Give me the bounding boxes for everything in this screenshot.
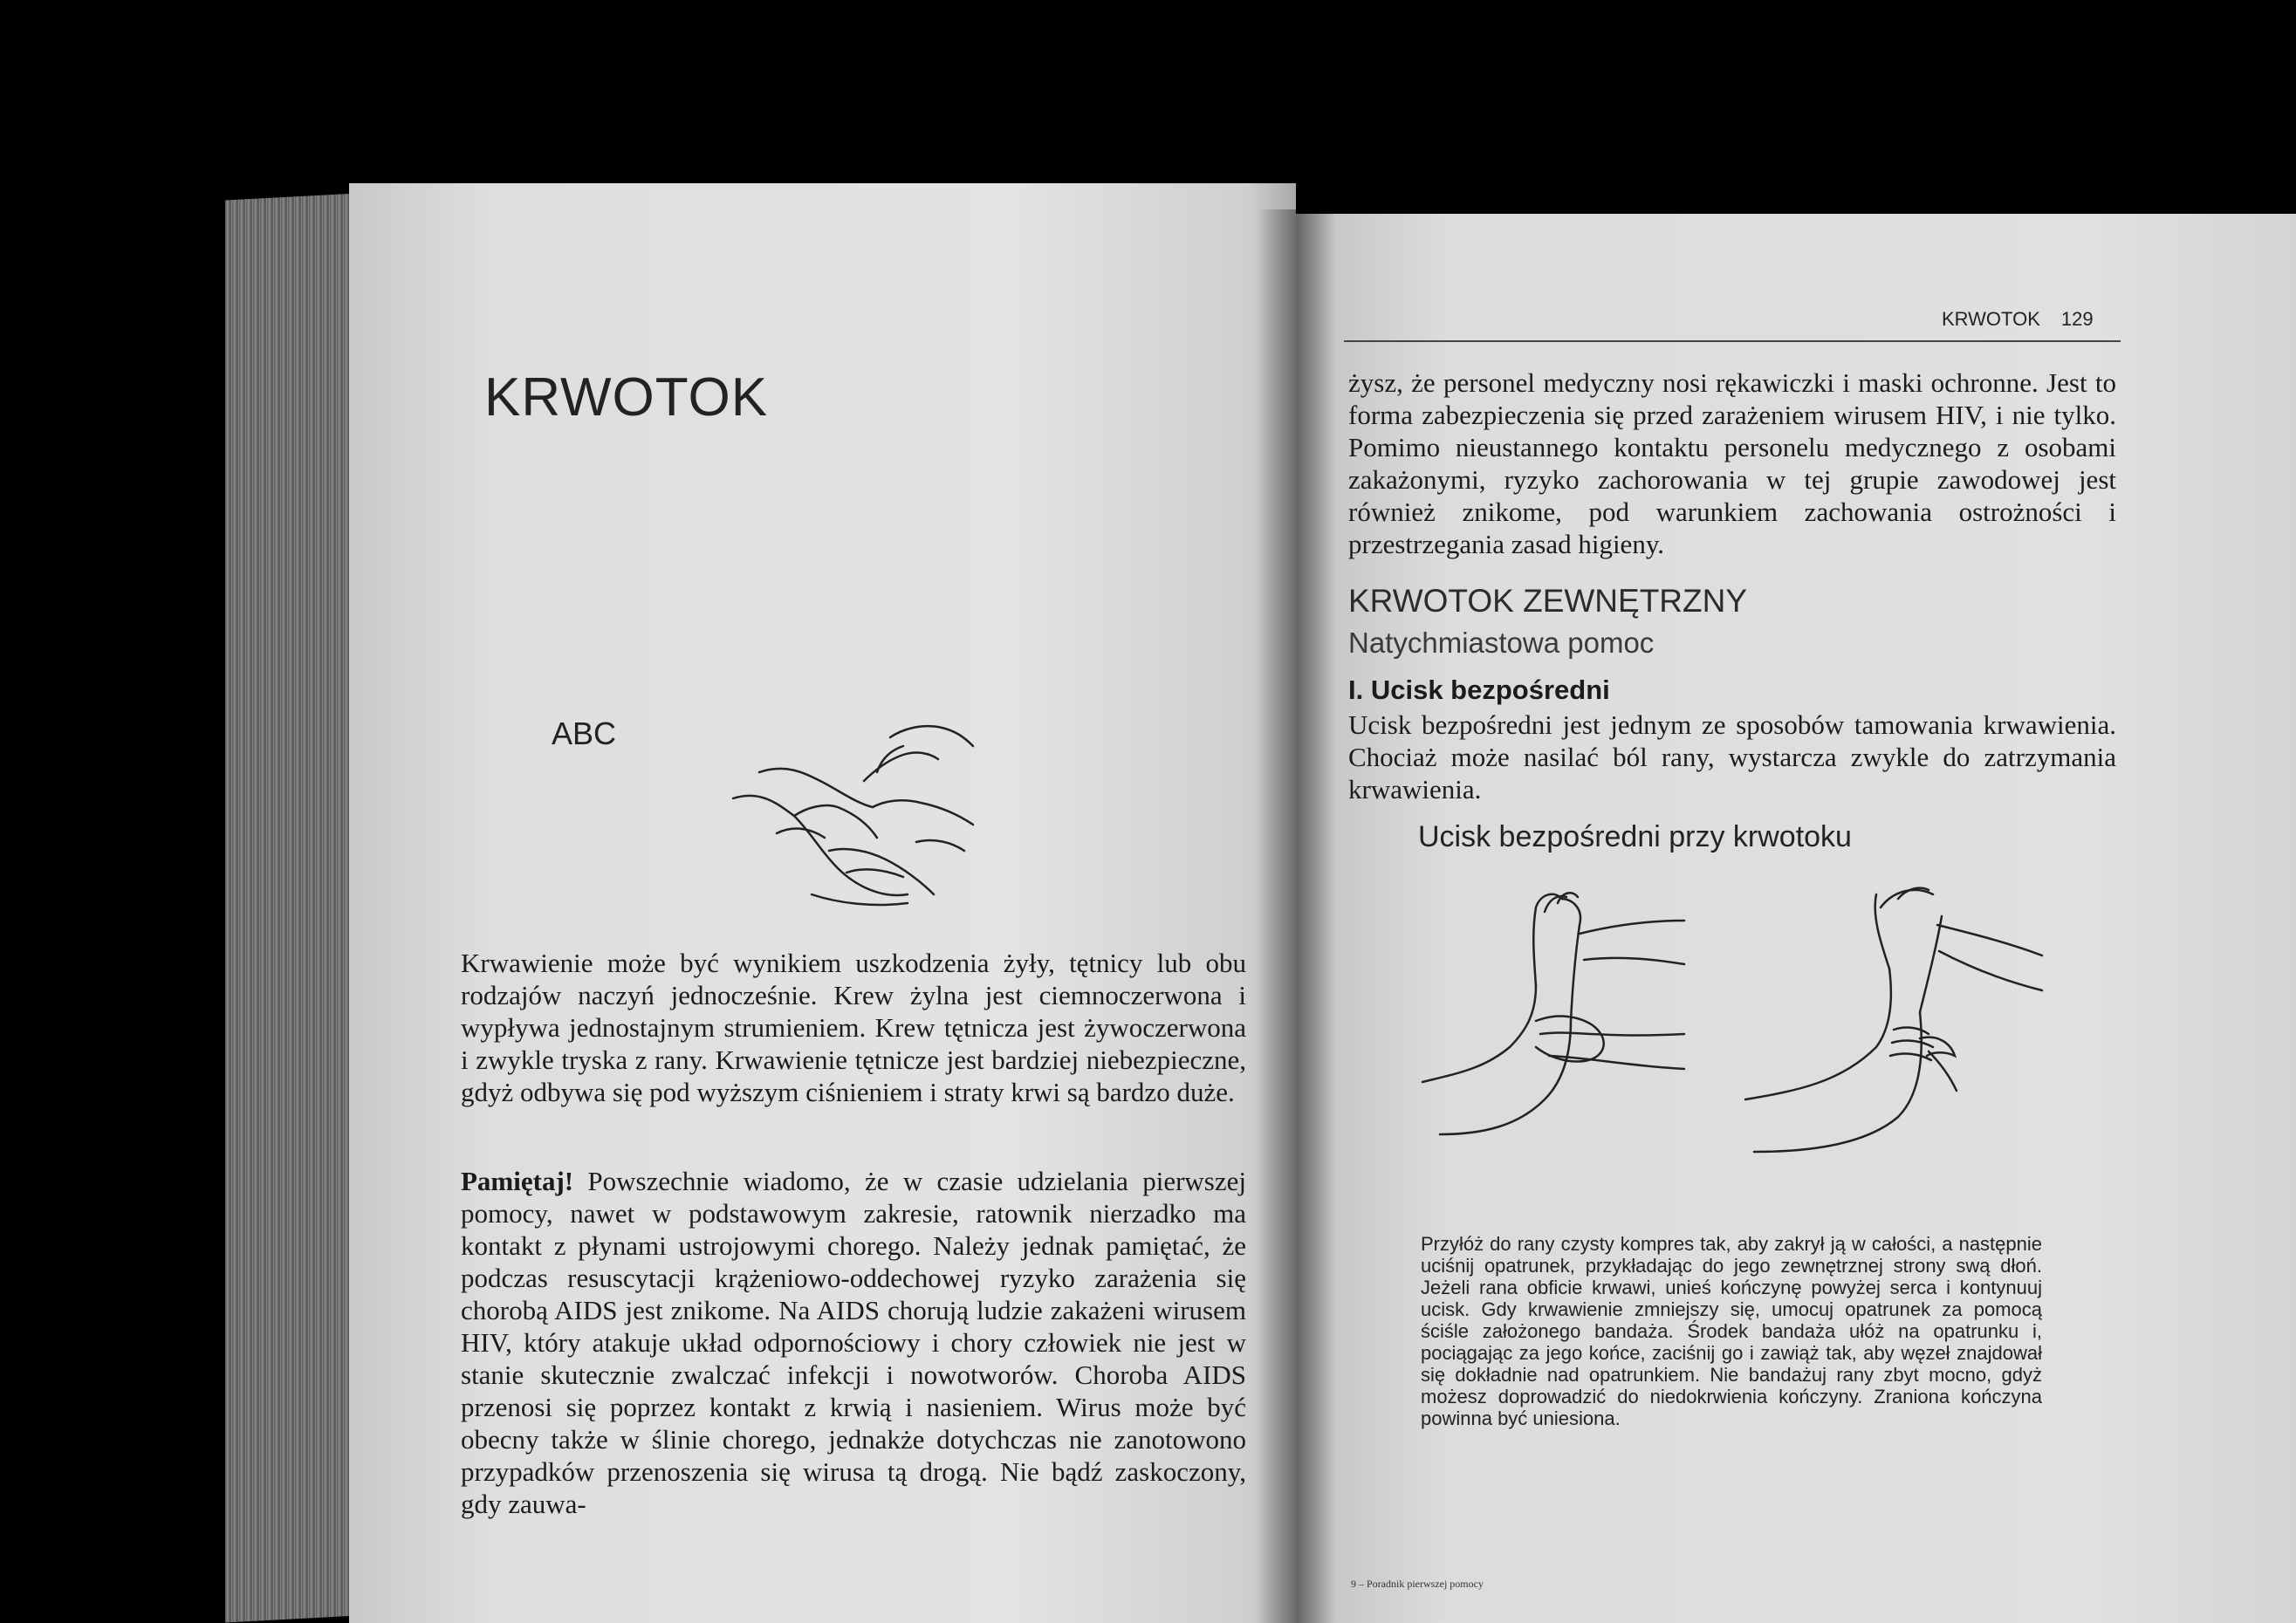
page-number: 129 bbox=[2060, 308, 2094, 330]
abc-label: ABC bbox=[552, 716, 617, 751]
running-head bbox=[1942, 308, 2094, 331]
subsection-title: Natychmiastowa pomoc bbox=[1348, 627, 1655, 659]
step-title: I. Ucisk bezpośredni bbox=[1348, 675, 1610, 705]
section-title: KRWOTOK ZEWNĘTRZNY bbox=[1348, 583, 1748, 619]
running-head-title: KRWOTOK bbox=[1942, 308, 2040, 330]
book-gutter-shadow bbox=[1257, 209, 1335, 1623]
header-rule bbox=[1344, 340, 2121, 342]
airway-illustration bbox=[724, 720, 977, 912]
continued-paragraph: żysz, że personel medyczny nosi rękawiczki i maski ochronne. Jest to forma zabezpieczenia się przed zarażeniem wirusem HIV, i nie tylko. Pomimo nieustannego kontaktu personelu medycznego z osobami zakażonymi, ryzyko zachorowania w tej grupie zawodowej jest również znikome, pod warunkiem zachowania ostrożności i przestrzegania zasad higieny. bbox=[1348, 367, 2116, 559]
figure-title: Ucisk bezpośredni przy krwotoku bbox=[1418, 820, 1852, 853]
remember-text: Powszechnie wiadomo, że w czasie udzielania pierwszej pomocy, nawet w podstawowym zakresie, ratownik nierzadko ma kontakt z płynami ustrojowymi chorego. Należy jednak pamiętać, że podczas resuscytacji krążeniowo-oddechowej ryzyko zarażenia się chorobą AIDS jest znikome. Na AIDS chorują ludzie zakażeni wirusem HIV, który atakuje układ odpornościowy i chory człowiek nie jest w stanie skutecznie zwalczać infekcji i nowotworów. Choroba AIDS przenosi się poprzez kontakt z krwią i nasieniem. Wirus może być obecny także w ślinie chorego, jednakże dotychczas nie zanotowono przypadków przenoszenia się wirusa tą drogą. Nie bądź zaskoczony, gdy zauwa- bbox=[461, 1166, 1246, 1519]
step-paragraph: Ucisk bezpośredni jest jednym ze sposobów tamowania krwawienia. Chociaż może nasilać ból rany, wystarcza zwykle do zatrzymania krwawienia. bbox=[1348, 709, 2116, 805]
remember-label: Pamiętaj! bbox=[461, 1166, 574, 1196]
chapter-title: KRWOTOK bbox=[484, 367, 769, 428]
footer-note: 9 – Poradnik pierwszej pomocy bbox=[1351, 1578, 1484, 1590]
intro-paragraph: Krwawienie może być wynikiem uszkodzenia żyły, tętnicy lub obu rodzajów naczyń jednocześnie. Krew żylna jest ciemnoczerwona i wypływa jednostajnym strumieniem. Krew tętnicza jest żywoczerwona i zwykle tryska z rany. Krwawienie tętnicze jest bardziej niebezpieczne, gdyż odbywa się pod wyższym ciśnieniem i straty krwi są bardzo duże. bbox=[461, 948, 1246, 1107]
remember-paragraph bbox=[461, 1165, 1246, 1520]
figure-caption: Przyłóż do rany czysty kompres tak, aby zakrył ją w całości, a następnie uciśnij opatrunek, przykładając do jego zewnętrznej strony swą dłoń. Jeżeli rana obficie krwawi, unieś kończynę powyżej serca i kontynuuj ucisk. Gdy krwawienie zmniejszy się, umocuj opatrunek za pomocą ściśle założonego bandaża. Środek bandaża ułóż na opatrunku i, pociągając za jego końce, zaciśnij go i zawiąż tak, aby węzeł znajdował się dokładnie nad opatrunkiem. Nie bandażuj rany zbyt mocno, gdyż możesz doprowadzić do niedokrwienia kończyny. Zraniona kończyna powinna być uniesiona. bbox=[1421, 1233, 2042, 1429]
direct-pressure-illustration bbox=[1405, 873, 2051, 1169]
